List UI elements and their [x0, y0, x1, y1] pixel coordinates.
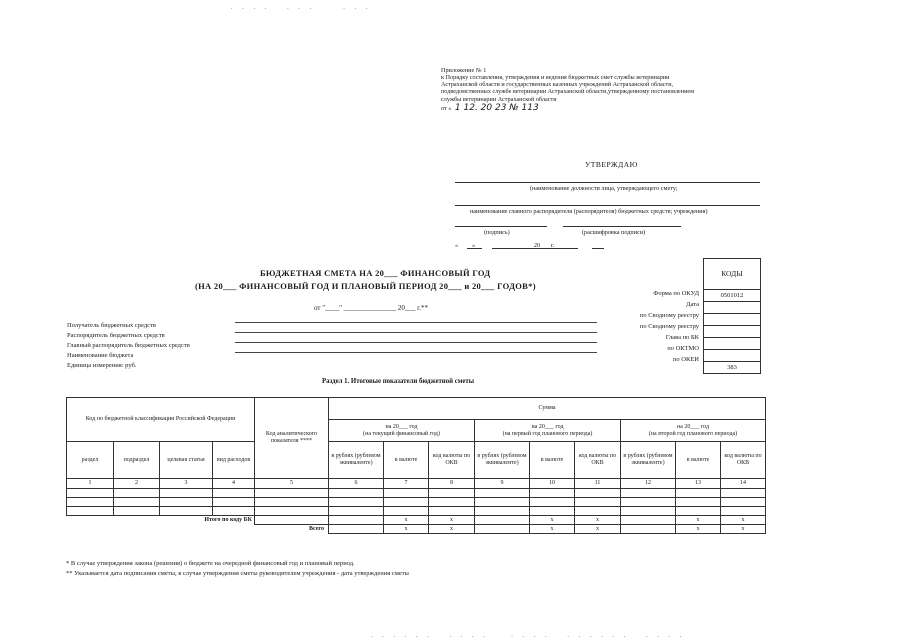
sum-header: Сумма	[329, 398, 766, 420]
code-okei: 383	[703, 361, 761, 374]
appendix-line: Астраханской области и государственных казенных учреждений Астраханской области,	[441, 81, 674, 89]
approve-position-line	[455, 182, 760, 183]
label-main-distributor: Главный распорядитель бюджетных средств	[67, 342, 190, 349]
total-kbk-row: Итого по коду БК x x x x x x	[67, 516, 766, 525]
label-oktmo: по ОКТМО	[667, 345, 699, 352]
col-currency-3: в валюте	[676, 442, 721, 479]
code-okud: 0501012	[703, 289, 761, 302]
appendix-block	[441, 67, 771, 113]
appendix-line: к Порядку составления, утверждения и ведения бюджетных смет службы ветеринарии	[441, 74, 670, 82]
col-okv-1: код валюты по ОКВ	[429, 442, 475, 479]
label-unit: Единица измерения: руб.	[67, 362, 137, 369]
approve-decoding-caption: (расшифровка подписи)	[582, 229, 646, 236]
total-all-row: Всего x x x x x x	[67, 525, 766, 534]
form-row-unit	[67, 354, 597, 369]
section-title: Раздел 1. Итоговые показатели бюджетной сметы	[322, 378, 475, 385]
approve-org-line	[455, 205, 760, 206]
label-recipient: Получатель бюджетных средств	[67, 322, 156, 329]
approve-decoding-line	[563, 226, 681, 227]
period-header-1: на 20___ год (на текущий финансовый год)	[329, 420, 475, 442]
doc-title-line1: БЮДЖЕТНАЯ СМЕТА НА 20___ ФИНАНСОВЫЙ ГОД	[260, 268, 491, 278]
analytic-header: Код аналитического показателя ****	[255, 398, 329, 479]
label-budget-name: Наименование бюджета	[67, 352, 134, 359]
scan-artifact-top: . . . . . . . . . .	[230, 4, 371, 11]
approve-date-line: « » 20 г.	[455, 242, 555, 249]
period-header-3: на 20___ год (на второй год планового периода)	[621, 420, 766, 442]
col-currency-1: в валюте	[384, 442, 429, 479]
approve-signature-line	[455, 226, 547, 227]
col-okv-2: код валюты по ОКВ	[575, 442, 621, 479]
footnote-1: * В случае утверждения закона (решения) о бюджете на очередной финансовый год и плановый период.	[66, 560, 355, 567]
form-row-recipient	[67, 314, 597, 329]
scan-artifact-bottom: . . . . . . . . . . . . . . . . . . . . . . . .	[370, 632, 685, 639]
table-row	[67, 507, 766, 516]
label-distributor: Распорядитель бюджетных средств	[67, 332, 165, 339]
col-rub-1: в рублях (рублевом эквиваленте)	[329, 442, 384, 479]
date-month-underline	[492, 248, 578, 249]
budget-table	[66, 397, 766, 534]
col-section: раздел	[67, 442, 114, 479]
doc-title-line2: (НА 20___ ФИНАНСОВЫЙ ГОД И ПЛАНОВЫЙ ПЕРИОД 20___ и 20___ ГОДОВ*)	[195, 281, 536, 291]
appendix-line: подведомственных службе ветеринарии Астраханской области,утвержденному постановлением	[441, 88, 695, 96]
appendix-line: Приложение № 1	[441, 67, 487, 74]
date-year-underline	[592, 248, 604, 249]
approve-signature-caption: (подпись)	[484, 229, 510, 236]
label-okud: Форма по ОКУД	[653, 290, 699, 297]
codes-header: КОДЫ	[703, 258, 761, 290]
col-currency-2: в валюте	[530, 442, 575, 479]
approve-title: УТВЕРЖДАЮ	[585, 160, 638, 169]
form-row-budget-name	[67, 344, 597, 359]
col-expense-type: вид расходов	[213, 442, 255, 479]
col-target: целевая статья	[160, 442, 213, 479]
doc-date-line: от "____" _______________ 20___ г.**	[314, 304, 429, 312]
form-row-distributor	[67, 324, 597, 339]
appendix-handwritten-date: 1 12. 20 23 № 113	[454, 102, 539, 113]
appendix-line: службы ветеринарии Астраханской области	[441, 95, 557, 103]
col-subsection: подраздел	[114, 442, 160, 479]
label-glava-bk: Глава по БК	[665, 334, 699, 341]
col-rub-2: в рублях (рублевом эквиваленте)	[475, 442, 530, 479]
footnotes	[66, 560, 409, 580]
col-okv-3: код валюты по ОКВ	[721, 442, 766, 479]
approve-position-caption: (наименование должности лица, утверждающего смету;	[530, 185, 678, 192]
label-date: Дата	[686, 301, 699, 308]
approve-org-caption: наименование главного распорядителя (распорядителя) бюджетных средств; учреждения)	[470, 208, 708, 215]
table-row	[67, 498, 766, 507]
form-row-main-distributor	[67, 334, 597, 349]
appendix-date-prefix: от «	[441, 104, 452, 112]
period-header-2: на 20___ год (на первый год планового периода)	[475, 420, 621, 442]
codes-box	[703, 258, 761, 374]
col-rub-3: в рублях (рублевом эквиваленте)	[621, 442, 676, 479]
label-registry-2: по Сводному реестру	[639, 323, 699, 330]
table-row	[67, 489, 766, 498]
label-registry-1: по Сводному реестру	[639, 312, 699, 319]
column-numbers-row: 1 2 3 4 5 6 7 8 9 10 11 12 13 14	[67, 479, 766, 489]
footnote-2: ** Указывается дата подписания сметы, в случае утверждения сметы руководителем учреждения - дата утверждения сметы	[66, 570, 409, 577]
date-day-underline	[467, 248, 482, 249]
label-okei: по ОКЕИ	[672, 356, 699, 363]
kbk-header: Код по бюджетной классификации Российской Федерации	[67, 398, 255, 442]
